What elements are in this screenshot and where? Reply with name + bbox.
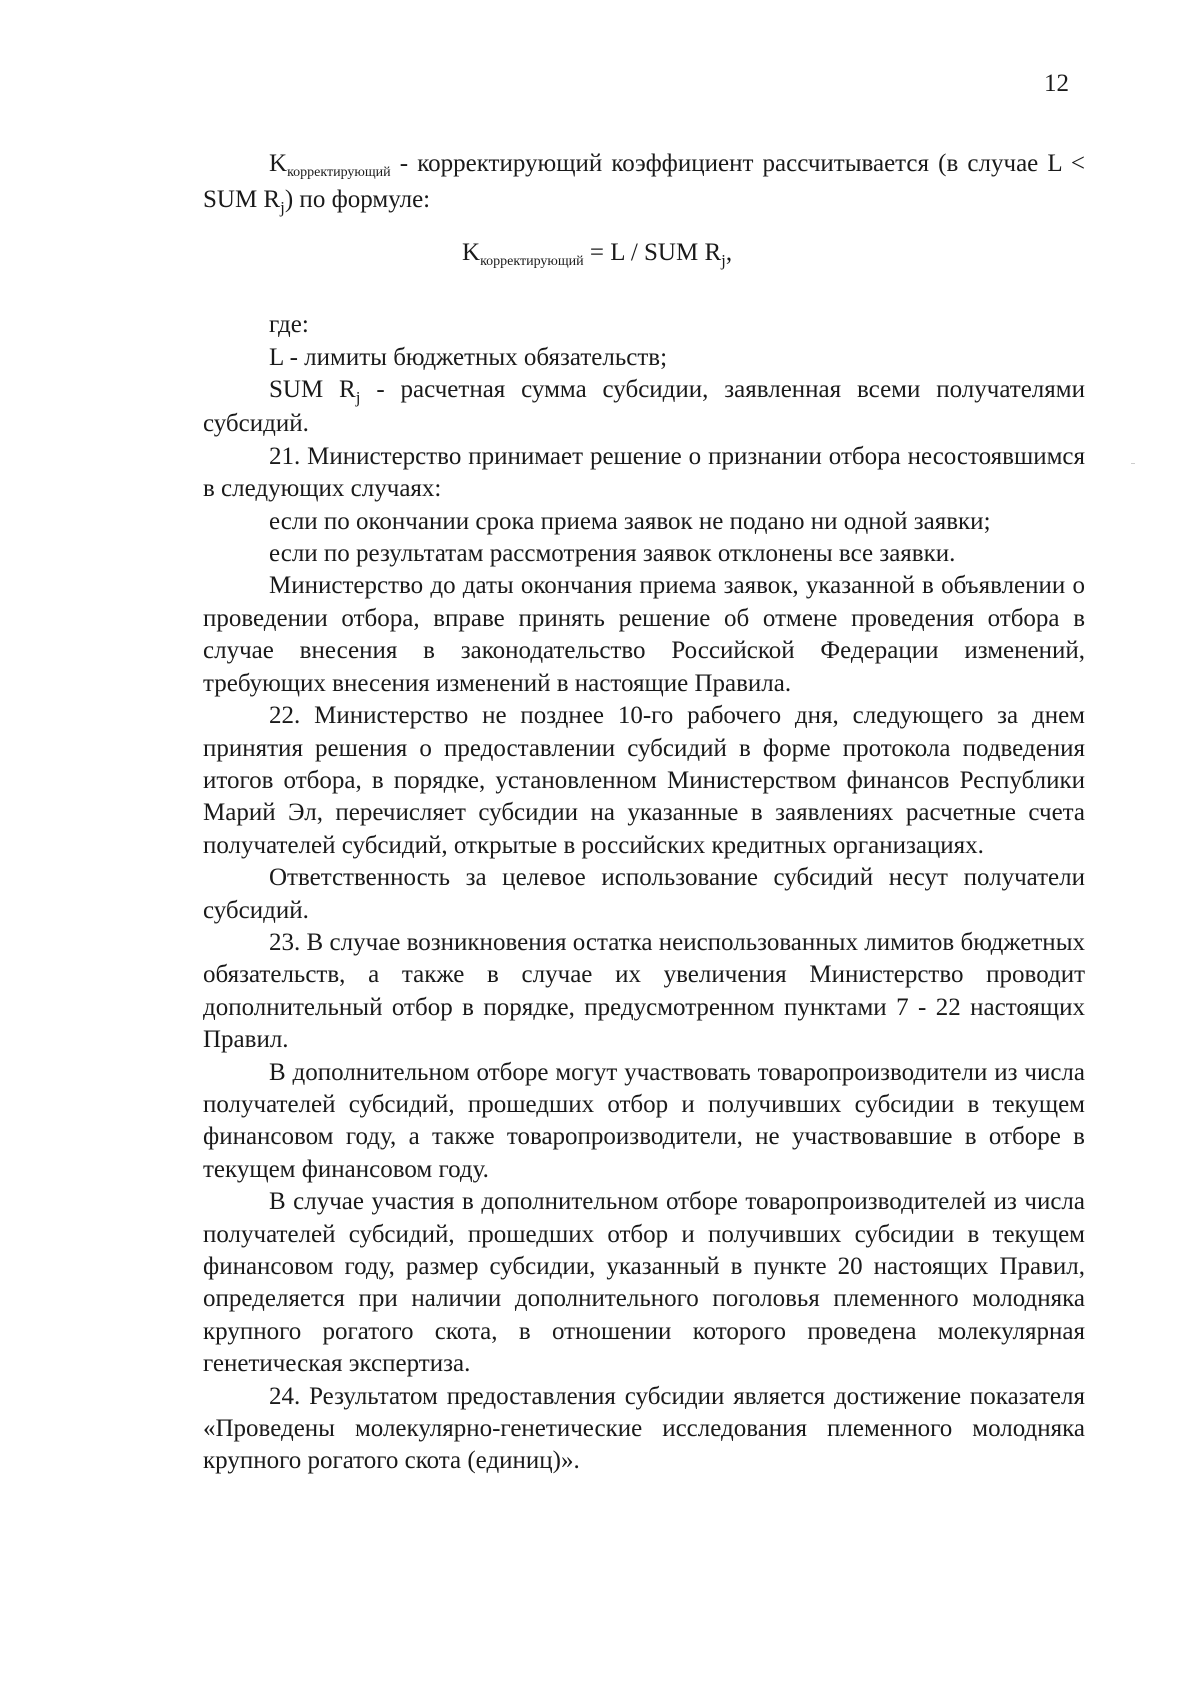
k-symbol: K <box>269 150 288 177</box>
sum-j-subscript: j <box>355 388 361 408</box>
k-definition-paragraph <box>203 148 1085 219</box>
where-label: где: <box>269 311 309 339</box>
formula-k-subscript: корректирующий <box>480 253 584 269</box>
k-subscript: корректирующий <box>287 165 391 180</box>
j-subscript: j <box>280 198 285 218</box>
paragraph-23: 23. В случае возникновения остатка неиспользованных лимитов бюджетных обязательств, а также в случае их увеличения Министерство проводит дополнительный отбор в порядке, предусмотренном пунктами 7 - 22 настоящих Правил. <box>203 928 1085 1054</box>
formula-text-end: , <box>725 238 733 266</box>
formula-k-symbol: K <box>462 238 481 266</box>
paragraph-22-responsibility: Ответственность за целевое использование субсидий несут получатели субсидий. <box>203 864 1085 924</box>
k-definition-text-end: ) по формуле: <box>284 186 431 214</box>
paragraph-23-participants: В дополнительном отборе могут участвовать товаропроизводители из числа получателей субсидий, прошедших отбор и получивших субсидии в текущем финансовом году, а также товаропроизводители, не участвовавшие в отборе в текущем финансовом году. <box>203 1058 1085 1183</box>
sum-definition-text: - расчетная сумма субсидии, заявленная всеми получателями субсидий. <box>203 376 1085 438</box>
paragraph-23-amount: В случае участия в дополнительном отборе товаропроизводителей из числа получателей субсидий, прошедших отбор и получивших субсидии в текущем финансовом году, размер субсидии, указанный в пункте 20 настоящих Правил, определяется при наличии дополнительного поголовья племенного молодняка крупного рогатого скота, в отношении которого проведена молекулярная генетическая экспертиза. <box>203 1188 1085 1378</box>
formula <box>203 237 1085 273</box>
paragraph-24: 24. Результатом предоставления субсидии является достижение показателя «Проведены молекулярно-генетические исследования племенного молодняка крупного рогатого скота (единиц)». <box>203 1382 1085 1475</box>
l-definition: L - лимиты бюджетных обязательств; <box>269 343 668 371</box>
formula-text: = L / SUM R <box>583 238 722 266</box>
scan-mark <box>1131 463 1135 464</box>
paragraph-21: 21. Министерство принимает решение о признании отбора несостоявшимся в следующих случаях: <box>203 442 1085 503</box>
k-definition-text: - корректирующий коэффициент рассчитывается (в случае L < SUM R <box>203 150 1085 214</box>
sum-symbol: SUM R <box>269 376 356 404</box>
sum-definition <box>203 374 1085 441</box>
paragraph-21-cancel: Министерство до даты окончания приема заявок, указанной в объявлении о проведении отбора, вправе принять решение об отмене проведения отбора в случае внесения в законодательство Российской Федерации изменений, требующих внесения изменений в настоящие Правила. <box>203 572 1085 697</box>
page-number: 12 <box>1044 70 1069 97</box>
paragraph-21-case-1: если по окончании срока приема заявок не подано ни одной заявки; <box>269 507 991 535</box>
document-body <box>203 148 1085 1478</box>
paragraph-21-case-2: если по результатам рассмотрения заявок отклонены все заявки. <box>269 540 956 568</box>
formula-j-subscript: j <box>721 250 726 270</box>
paragraph-22: 22. Министерство не позднее 10-го рабочего дня, следующего за днем принятия решения о предоставлении субсидий в форме протокола подведения итогов отбора, в порядке, установленном Министерством финансов Республики Марий Эл, перечисляет субсидии на указанные в заявлениях расчетные счета получателей субсидий, открытые в российских кредитных организациях. <box>203 702 1085 859</box>
